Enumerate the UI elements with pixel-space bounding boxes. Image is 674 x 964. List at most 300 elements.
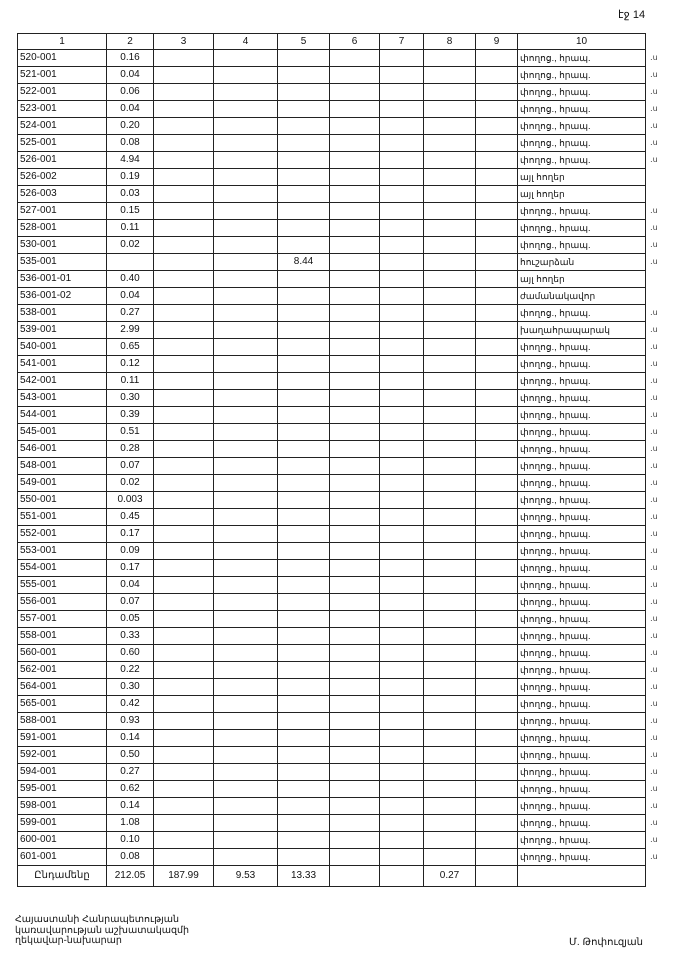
cell-value — [476, 628, 518, 645]
cell-value — [278, 407, 330, 424]
margin-mark: ․ս — [650, 461, 658, 470]
table-row — [18, 815, 646, 832]
cell-use: փողոց., հրապ. — [518, 798, 646, 815]
cell-value — [154, 492, 214, 509]
cell-value — [278, 101, 330, 118]
cell-code: 544-001 — [18, 407, 107, 424]
cell-value — [154, 203, 214, 220]
cell-code: 539-001 — [18, 322, 107, 339]
cell-value — [330, 356, 380, 373]
margin-mark: ․ս — [650, 53, 658, 62]
cell-value — [278, 271, 330, 288]
cell-value — [154, 441, 214, 458]
cell-value — [476, 237, 518, 254]
cell-value — [214, 662, 278, 679]
cell-value — [330, 169, 380, 186]
cell-value — [214, 67, 278, 84]
cell-value — [424, 237, 476, 254]
table-header — [18, 34, 646, 50]
cell-value — [214, 645, 278, 662]
cell-code: 522-001 — [18, 84, 107, 101]
cell-value — [154, 118, 214, 135]
cell-value — [278, 832, 330, 849]
cell-value — [424, 135, 476, 152]
cell-value: 0.45 — [107, 509, 154, 526]
cell-value — [214, 390, 278, 407]
table-row — [18, 390, 646, 407]
cell-value — [476, 373, 518, 390]
table-row — [18, 475, 646, 492]
cell-value: 0.42 — [107, 696, 154, 713]
cell-value — [154, 322, 214, 339]
cell-code: 600-001 — [18, 832, 107, 849]
cell-value — [424, 475, 476, 492]
cell-value — [154, 594, 214, 611]
table-row — [18, 662, 646, 679]
cell-value — [380, 458, 424, 475]
cell-code: 541-001 — [18, 356, 107, 373]
cell-value — [214, 203, 278, 220]
cell-value — [278, 492, 330, 509]
margin-mark: ․ս — [650, 240, 658, 249]
cell-value: 0.02 — [107, 475, 154, 492]
margin-mark: ․ս — [650, 104, 658, 113]
cell-value — [278, 526, 330, 543]
cell-code: 526-002 — [18, 169, 107, 186]
cell-value — [330, 781, 380, 798]
cell-code: 546-001 — [18, 441, 107, 458]
cell-value — [330, 407, 380, 424]
cell-use: փողոց., հրապ. — [518, 118, 646, 135]
cell-value — [476, 67, 518, 84]
cell-value — [476, 577, 518, 594]
table-row — [18, 373, 646, 390]
cell-value — [214, 594, 278, 611]
cell-value — [278, 135, 330, 152]
cell-value — [424, 50, 476, 67]
cell-value — [424, 764, 476, 781]
total-cell: 9.53 — [214, 866, 278, 887]
cell-value — [330, 271, 380, 288]
cell-value — [330, 220, 380, 237]
cell-value — [424, 713, 476, 730]
total-cell — [380, 866, 424, 887]
cell-value — [278, 747, 330, 764]
cell-value — [424, 577, 476, 594]
margin-mark: ․ս — [650, 257, 658, 266]
cell-value: 0.17 — [107, 526, 154, 543]
cell-value — [154, 798, 214, 815]
cell-value — [476, 118, 518, 135]
cell-value — [380, 713, 424, 730]
cell-value: 0.27 — [107, 305, 154, 322]
table-row — [18, 849, 646, 866]
cell-value — [424, 118, 476, 135]
cell-value — [380, 50, 424, 67]
cell-code: 528-001 — [18, 220, 107, 237]
cell-value — [278, 50, 330, 67]
cell-use: փողոց., հրապ. — [518, 747, 646, 764]
cell-value — [278, 611, 330, 628]
cell-value — [154, 696, 214, 713]
cell-value — [214, 781, 278, 798]
cell-value: 0.19 — [107, 169, 154, 186]
cell-use: փողոց., հրապ. — [518, 101, 646, 118]
table-row — [18, 220, 646, 237]
cell-value — [476, 50, 518, 67]
cell-value — [380, 288, 424, 305]
cell-value — [380, 441, 424, 458]
cell-value — [380, 356, 424, 373]
cell-value: 0.04 — [107, 288, 154, 305]
column-header: 9 — [476, 34, 518, 50]
cell-value — [476, 747, 518, 764]
cell-value — [330, 101, 380, 118]
cell-value — [330, 832, 380, 849]
total-cell: 187.99 — [154, 866, 214, 887]
cell-value — [154, 339, 214, 356]
cell-value: 0.22 — [107, 662, 154, 679]
cell-value — [154, 220, 214, 237]
margin-mark: ․ս — [650, 342, 658, 351]
cell-value — [278, 322, 330, 339]
cell-value — [424, 509, 476, 526]
cell-value — [424, 220, 476, 237]
cell-value — [380, 152, 424, 169]
margin-mark: ․ս — [650, 376, 658, 385]
cell-value — [330, 288, 380, 305]
cell-value — [278, 781, 330, 798]
cell-value — [278, 356, 330, 373]
cell-value — [278, 186, 330, 203]
table-row — [18, 288, 646, 305]
column-header: 6 — [330, 34, 380, 50]
cell-code: 560-001 — [18, 645, 107, 662]
cell-code: 595-001 — [18, 781, 107, 798]
cell-value — [278, 339, 330, 356]
cell-value — [154, 67, 214, 84]
cell-value — [424, 407, 476, 424]
cell-value — [278, 305, 330, 322]
cell-value — [330, 560, 380, 577]
cell-value — [424, 305, 476, 322]
cell-value — [424, 492, 476, 509]
total-cell: Ընդամենը — [18, 866, 107, 887]
cell-value — [154, 424, 214, 441]
cell-value: 0.28 — [107, 441, 154, 458]
margin-mark: ․ս — [650, 733, 658, 742]
cell-value: 0.33 — [107, 628, 154, 645]
cell-use: փողոց., հրապ. — [518, 50, 646, 67]
total-cell — [330, 866, 380, 887]
cell-value: 0.11 — [107, 373, 154, 390]
cell-value — [154, 815, 214, 832]
cell-value — [424, 254, 476, 271]
column-header: 1 — [18, 34, 107, 50]
cell-value: 4.94 — [107, 152, 154, 169]
cell-use: փողոց., հրապ. — [518, 84, 646, 101]
cell-code: 523-001 — [18, 101, 107, 118]
cell-value — [214, 543, 278, 560]
cell-value — [154, 713, 214, 730]
cell-value — [154, 560, 214, 577]
cell-value — [476, 645, 518, 662]
cell-value — [380, 730, 424, 747]
total-cell: 212.05 — [107, 866, 154, 887]
cell-value — [476, 475, 518, 492]
cell-value: 0.10 — [107, 832, 154, 849]
column-header: 3 — [154, 34, 214, 50]
cell-use: փողոց., հրապ. — [518, 475, 646, 492]
cell-value — [476, 594, 518, 611]
cell-value — [380, 373, 424, 390]
cell-value — [214, 577, 278, 594]
cell-value: 0.06 — [107, 84, 154, 101]
cell-value — [380, 390, 424, 407]
footer-line: Հայաստանի Հանրապետության — [15, 914, 179, 925]
cell-value — [476, 662, 518, 679]
column-header: 10 — [518, 34, 646, 50]
table-row — [18, 203, 646, 220]
margin-mark: ․ս — [650, 495, 658, 504]
cell-value — [330, 577, 380, 594]
cell-value — [476, 832, 518, 849]
cell-code: 592-001 — [18, 747, 107, 764]
cell-code: 564-001 — [18, 679, 107, 696]
cell-value — [214, 747, 278, 764]
cell-use: փողոց., հրապ. — [518, 781, 646, 798]
cell-value — [424, 339, 476, 356]
cell-value — [330, 645, 380, 662]
cell-value — [214, 798, 278, 815]
cell-value — [154, 526, 214, 543]
table-row — [18, 441, 646, 458]
cell-use: փողոց., հրապ. — [518, 577, 646, 594]
cell-value — [380, 764, 424, 781]
cell-value — [380, 526, 424, 543]
cell-value — [330, 526, 380, 543]
table-row — [18, 254, 646, 271]
cell-value — [214, 356, 278, 373]
cell-value — [330, 424, 380, 441]
cell-use: փողոց., հրապ. — [518, 526, 646, 543]
margin-mark: ․ս — [650, 478, 658, 487]
cell-value — [330, 458, 380, 475]
cell-value — [330, 67, 380, 84]
cell-value — [154, 611, 214, 628]
cell-use: փողոց., հրապ. — [518, 203, 646, 220]
cell-code: 525-001 — [18, 135, 107, 152]
cell-value — [278, 152, 330, 169]
cell-value — [476, 424, 518, 441]
margin-mark: ․ս — [650, 138, 658, 147]
cell-value — [380, 560, 424, 577]
margin-mark: ․ս — [650, 223, 658, 232]
cell-value — [330, 152, 380, 169]
margin-mark: ․ս — [650, 682, 658, 691]
table-row — [18, 492, 646, 509]
cell-code: 542-001 — [18, 373, 107, 390]
cell-value — [278, 118, 330, 135]
cell-value — [330, 849, 380, 866]
cell-value — [476, 101, 518, 118]
table-row — [18, 628, 646, 645]
column-header: 2 — [107, 34, 154, 50]
cell-value — [154, 730, 214, 747]
cell-code: 558-001 — [18, 628, 107, 645]
cell-value — [380, 849, 424, 866]
margin-mark: ․ս — [650, 614, 658, 623]
table-row — [18, 237, 646, 254]
cell-value — [476, 441, 518, 458]
cell-value — [380, 305, 424, 322]
cell-use: փողոց., հրապ. — [518, 764, 646, 781]
cell-value: 0.60 — [107, 645, 154, 662]
cell-value — [330, 594, 380, 611]
page-number: էջ 14 — [618, 9, 646, 21]
cell-value — [330, 237, 380, 254]
cell-code: 554-001 — [18, 560, 107, 577]
cell-value: 8.44 — [278, 254, 330, 271]
cell-value — [424, 186, 476, 203]
cell-value: 0.14 — [107, 730, 154, 747]
cell-value — [424, 628, 476, 645]
margin-mark: ․ս — [650, 121, 658, 130]
cell-value — [330, 662, 380, 679]
cell-value — [424, 458, 476, 475]
cell-value — [154, 407, 214, 424]
cell-value — [154, 50, 214, 67]
cell-value: 0.14 — [107, 798, 154, 815]
cell-value — [424, 101, 476, 118]
cell-code: 545-001 — [18, 424, 107, 441]
cell-value — [424, 815, 476, 832]
cell-value — [476, 220, 518, 237]
cell-value — [278, 662, 330, 679]
cell-value — [476, 696, 518, 713]
cell-value — [330, 305, 380, 322]
cell-value — [424, 288, 476, 305]
margin-mark — [650, 287, 670, 304]
cell-value — [476, 152, 518, 169]
cell-code: 562-001 — [18, 662, 107, 679]
cell-value — [424, 594, 476, 611]
cell-value — [214, 237, 278, 254]
cell-value — [476, 611, 518, 628]
cell-value — [330, 254, 380, 271]
cell-use: փողոց., հրապ. — [518, 730, 646, 747]
cell-value — [380, 509, 424, 526]
table-row — [18, 560, 646, 577]
cell-value — [424, 662, 476, 679]
cell-value — [330, 611, 380, 628]
cell-use: փողոց., հրապ. — [518, 594, 646, 611]
footer-line: կառավարության աշխատակազմի — [15, 924, 190, 936]
margin-mark — [650, 168, 670, 185]
column-header: 7 — [380, 34, 424, 50]
cell-value — [214, 492, 278, 509]
cell-value — [330, 628, 380, 645]
cell-value — [476, 815, 518, 832]
cell-code: 553-001 — [18, 543, 107, 560]
cell-value — [330, 339, 380, 356]
cell-value — [476, 271, 518, 288]
cell-value — [476, 492, 518, 509]
cell-use: փողոց., հրապ. — [518, 152, 646, 169]
cell-value — [476, 730, 518, 747]
cell-value — [476, 679, 518, 696]
cell-use: փողոց., հրապ. — [518, 509, 646, 526]
cell-code: 521-001 — [18, 67, 107, 84]
cell-value — [330, 696, 380, 713]
cell-value — [380, 135, 424, 152]
cell-value — [278, 730, 330, 747]
cell-value: 0.30 — [107, 390, 154, 407]
cell-value: 0.04 — [107, 101, 154, 118]
cell-value: 0.20 — [107, 118, 154, 135]
cell-value — [330, 390, 380, 407]
cell-use: փողոց., հրապ. — [518, 679, 646, 696]
margin-mark: ․ս — [650, 325, 658, 334]
cell-value — [380, 101, 424, 118]
margin-mark: ․ս — [650, 410, 658, 419]
cell-value — [424, 169, 476, 186]
cell-value — [476, 203, 518, 220]
table-row — [18, 118, 646, 135]
cell-value — [214, 815, 278, 832]
margin-mark: ․ս — [650, 427, 658, 436]
margin-mark: ․ս — [650, 546, 658, 555]
cell-value — [424, 67, 476, 84]
cell-value — [380, 679, 424, 696]
cell-use: փողոց., հրապ. — [518, 815, 646, 832]
cell-code: 524-001 — [18, 118, 107, 135]
table-row — [18, 84, 646, 101]
cell-use: փողոց., հրապ. — [518, 492, 646, 509]
cell-value — [154, 101, 214, 118]
cell-value — [154, 475, 214, 492]
cell-value — [154, 764, 214, 781]
cell-value: 0.51 — [107, 424, 154, 441]
table-row — [18, 305, 646, 322]
cell-use: փողոց., հրապ. — [518, 458, 646, 475]
cell-value — [380, 407, 424, 424]
cell-use: փողոց., հրապ. — [518, 373, 646, 390]
cell-code: 535-001 — [18, 254, 107, 271]
cell-value: 0.15 — [107, 203, 154, 220]
cell-use: փողոց., հրապ. — [518, 611, 646, 628]
cell-value — [330, 186, 380, 203]
cell-value — [154, 679, 214, 696]
cell-value — [424, 203, 476, 220]
cell-use: փողոց., հրապ. — [518, 849, 646, 866]
cell-value — [330, 50, 380, 67]
table-row — [18, 781, 646, 798]
cell-code: 588-001 — [18, 713, 107, 730]
table-row — [18, 339, 646, 356]
cell-value — [278, 577, 330, 594]
margin-mark: ․ս — [650, 359, 658, 368]
cell-value — [278, 373, 330, 390]
cell-value — [278, 679, 330, 696]
cell-code: 551-001 — [18, 509, 107, 526]
cell-value — [278, 203, 330, 220]
margin-mark: ․ս — [650, 155, 658, 164]
cell-code: 556-001 — [18, 594, 107, 611]
margin-mark: ․ս — [650, 597, 658, 606]
cell-value — [330, 679, 380, 696]
cell-value: 0.04 — [107, 67, 154, 84]
